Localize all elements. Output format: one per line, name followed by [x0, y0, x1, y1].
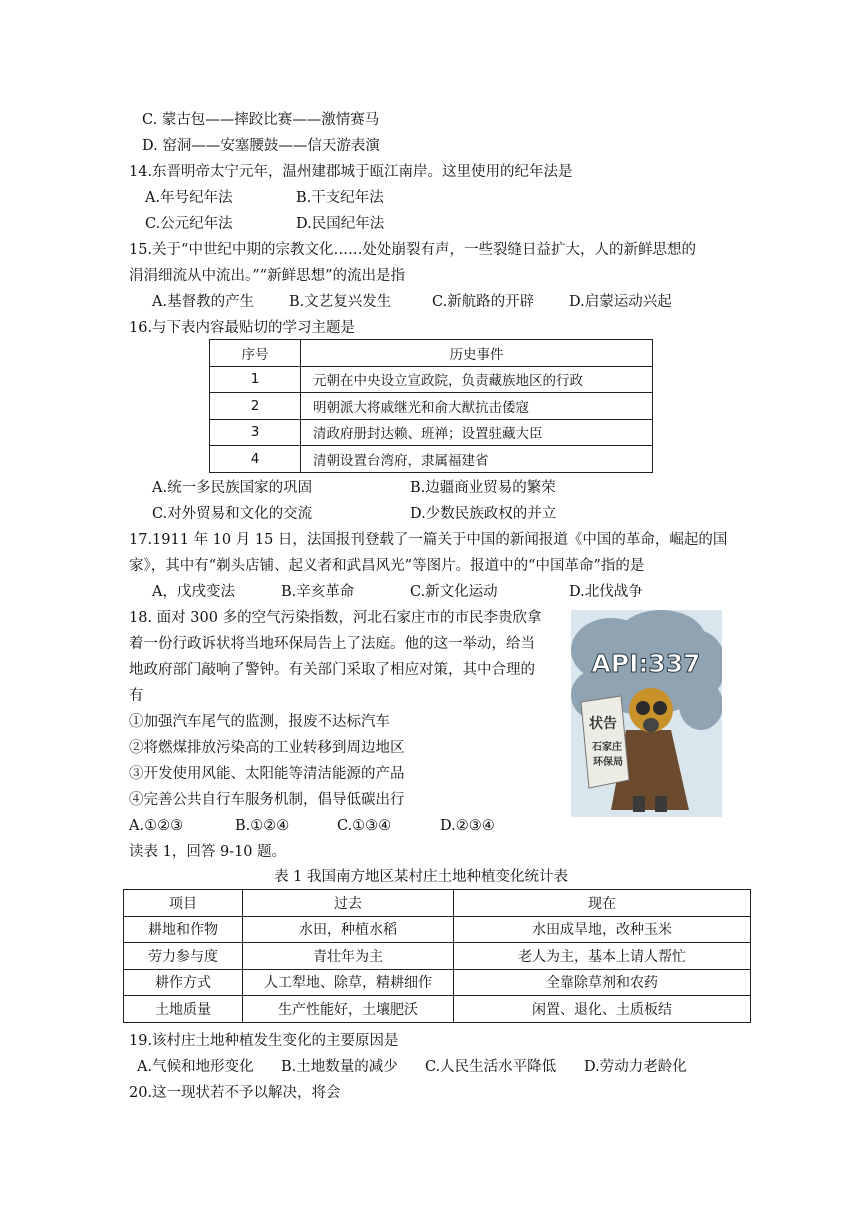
q14-stem: 14.东晋明帝太宁元年，温州建郡城于瓯江南岸。这里使用的纪年法是 [129, 164, 573, 180]
table-row [210, 446, 653, 473]
history-events-table [209, 339, 653, 473]
table-cell: 全靠除草剂和农药 [454, 969, 751, 996]
q19-option-a: A.气候和地形变化 [137, 1059, 254, 1075]
table-cell: 老人为主，基本上请人帮忙 [454, 943, 751, 970]
table-row [124, 916, 751, 943]
pollution-lawsuit-cartoon [571, 610, 722, 817]
q16-option-b: B.边疆商业贸易的繁荣 [410, 480, 556, 496]
table-row [210, 419, 653, 446]
table-cell: 2 [210, 393, 301, 420]
table-cell: 土地质量 [124, 996, 243, 1023]
q19-option-b: B.土地数量的减少 [281, 1059, 398, 1075]
table-cell: 耕地和作物 [124, 916, 243, 943]
scroll-title: 状告 [589, 716, 617, 732]
table-cell: 闲置、退化、土质板结 [454, 996, 751, 1023]
table-cell: 水田成旱地，改种玉米 [454, 916, 751, 943]
table-cell: 清朝设置台湾府，隶属福建省 [301, 446, 653, 473]
q18-option-c: C.①③④ [337, 818, 392, 834]
q20-stem: 20.这一现状若不予以解决，将会 [129, 1085, 341, 1101]
q16-option-c: C.对外贸易和文化的交流 [152, 506, 313, 522]
q16-option-d: D.少数民族政权的并立 [410, 506, 557, 522]
q18-stem-line1: 18. 面对 300 多的空气污染指数，河北石家庄市的市民李贵欣拿 [129, 610, 542, 626]
q18-stem-line4: 有 [129, 688, 144, 704]
q15-stem-line1: 15.关于“中世纪中期的宗教文化……处处崩裂有声，一些裂缝日益扩大，人的新鲜思想的 [129, 242, 696, 258]
q17-option-d: D.北伐战争 [569, 584, 643, 600]
q15-option-d: D.启蒙运动兴起 [569, 294, 672, 310]
table-header-row [210, 340, 653, 367]
table-cell: 3 [210, 419, 301, 446]
scroll-line2: 环保局 [593, 757, 623, 768]
table-row [210, 393, 653, 420]
table-header-cell: 历史事件 [301, 340, 653, 367]
table-cell: 青壮年为主 [243, 943, 454, 970]
table-cell: 人工犁地、除草，精耕细作 [243, 969, 454, 996]
q17-option-b: B.辛亥革命 [281, 584, 355, 600]
table-cell: 元朝在中央设立宣政院，负责藏族地区的行政 [301, 366, 653, 393]
q14-option-c: C.公元纪年法 [145, 216, 233, 232]
q17-stem-line1: 17.1911 年 10 月 15 日，法国报刊登载了一篇关于中国的新闻报道《中国的革命，崛起的国 [129, 532, 728, 548]
table-cell: 水田，种植水稻 [243, 916, 454, 943]
q18-item-3: ③开发使用风能、太阳能等清洁能源的产品 [129, 766, 405, 782]
table-header-cell: 现在 [454, 890, 751, 917]
q16-stem: 16.与下表内容最贴切的学习主题是 [129, 320, 356, 336]
reading-instruction: 读表 1，回答 9-10 题。 [129, 844, 287, 860]
table-row [124, 969, 751, 996]
q16-option-a: A.统一多民族国家的巩固 [152, 480, 313, 496]
q18-option-b: B.①②④ [235, 818, 290, 834]
q17-stem-line2: 家》，其中有“剃头店铺、起义者和武昌风光”等图片。报道中的“中国革命”指的是 [129, 558, 645, 574]
table-row [124, 943, 751, 970]
q19-option-d: D.劳动力老龄化 [584, 1059, 687, 1075]
q14-option-b: B.干支纪年法 [296, 190, 384, 206]
q15-option-a: A.基督教的产生 [152, 294, 255, 310]
table-cell: 1 [210, 366, 301, 393]
table-header-cell: 序号 [210, 340, 301, 367]
q18-option-d: D.②③④ [440, 818, 495, 834]
q19-stem: 19.该村庄土地种植发生变化的主要原因是 [129, 1033, 399, 1049]
table-cell: 生产性能好，土壤肥沃 [243, 996, 454, 1023]
q14-option-a: A.年号纪年法 [145, 190, 233, 206]
scroll-line1: 石家庄 [592, 742, 622, 753]
q14-option-d: D.民国纪年法 [296, 216, 385, 232]
land-use-table [123, 889, 751, 1023]
q15-option-c: C.新航路的开辟 [432, 294, 535, 310]
lawsuit-scroll-icon [581, 696, 629, 788]
q17-option-a: A，戊戌变法 [152, 584, 235, 600]
table-header-cell: 项目 [124, 890, 243, 917]
q18-item-4: ④完善公共自行车服务机制，倡导低碳出行 [129, 792, 405, 808]
table-header-cell: 过去 [243, 890, 454, 917]
q19-option-c: C.人民生活水平降低 [425, 1059, 557, 1075]
table-row [124, 996, 751, 1023]
q18-stem-line3: 地政府部门敲响了警钟。有关部门采取了相应对策，其中合理的 [129, 662, 535, 678]
q18-item-1: ①加强汽车尾气的监测，报废不达标汽车 [129, 714, 390, 730]
q17-option-c: C.新文化运动 [410, 584, 498, 600]
q15-option-b: B.文艺复兴发生 [289, 294, 392, 310]
q18-option-a: A.①②③ [129, 818, 184, 834]
q15-stem-line2: 涓涓细流从中流出。”“新鲜思想”的流出是指 [129, 268, 405, 284]
table1-caption: 表 1 我国南方地区某村庄土地种植变化统计表 [274, 869, 568, 885]
table-cell: 4 [210, 446, 301, 473]
q13-option-d: D. 窑洞——安塞腰鼓——信天游表演 [142, 138, 380, 154]
table-cell: 耕作方式 [124, 969, 243, 996]
q18-item-2: ②将燃煤排放污染高的工业转移到周边地区 [129, 740, 405, 756]
table-cell: 劳力参与度 [124, 943, 243, 970]
api-reading: API:337 [591, 649, 701, 678]
q18-stem-line2: 着一份行政诉状将当地环保局告上了法庭。他的这一举动，给当 [129, 636, 535, 652]
table-row [210, 366, 653, 393]
table-header-row [124, 890, 751, 917]
table-cell: 明朝派大将戚继光和俞大猷抗击倭寇 [301, 393, 653, 420]
q13-option-c: C. 蒙古包——摔跤比赛——激情赛马 [142, 112, 380, 128]
table-cell: 清政府册封达赖、班禅；设置驻藏大臣 [301, 419, 653, 446]
